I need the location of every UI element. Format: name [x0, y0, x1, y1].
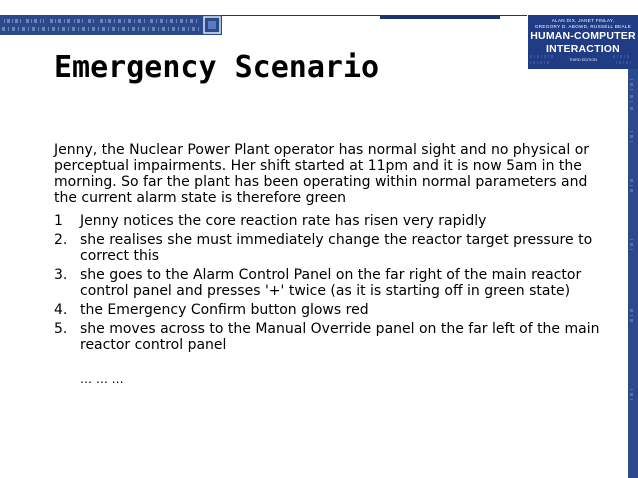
step-text: Jenny notices the core reaction rate has risen very rapidly [80, 213, 487, 229]
binary-pattern-strip [0, 15, 222, 35]
step-number: 2. [54, 232, 68, 248]
book-cover-logo [528, 15, 638, 69]
cover-title-line-2: INTERACTION [546, 43, 620, 55]
cover-title-line-1: HUMAN-COMPUTER [530, 30, 636, 42]
step-number: 1 [54, 213, 63, 229]
binary-pattern-graphic [0, 15, 222, 35]
step-number: 4. [54, 302, 68, 318]
step-text: she moves across to the Manual Override panel on the far left of the main reactor control panel [80, 321, 600, 353]
cover-authors-line-2: GREGORY D. ABOWD, RUSSELL BEALE [534, 24, 632, 29]
list-item [54, 213, 614, 229]
step-text: she goes to the Alarm Control Panel on the far right of the main reactor control panel and presses '+' twice (as it is starting off in green state) [80, 267, 582, 299]
cover-authors-line-1: ALAN DIX, JANET FINLAY, [551, 18, 615, 23]
header-bar [380, 15, 500, 19]
step-text: she realises she must immediately change the reactor target pressure to correct this [80, 232, 593, 264]
list-item [54, 321, 614, 353]
step-number: 3. [54, 267, 68, 283]
step-number: 5. [54, 321, 68, 337]
list-item [54, 302, 614, 318]
right-edge-pattern [628, 69, 638, 478]
continuation-ellipsis: … … … [80, 372, 124, 386]
cover-edition: THIRD EDITION [568, 58, 598, 62]
intro-paragraph: Jenny, the Nuclear Power Plant operator has normal sight and no physical or perceptual impairments. Her shift started at 11pm and it is now 5am in the morning. So far the plant has been operating within normal parameters and the current alarm state is therefore green [54, 142, 590, 206]
slide-title: Emergency Scenario [54, 50, 380, 85]
list-item [54, 267, 614, 299]
step-text: the Emergency Confirm button glows red [80, 302, 369, 318]
right-edge-strip [628, 69, 638, 478]
list-item [54, 232, 614, 264]
scenario-steps-list [54, 213, 614, 356]
